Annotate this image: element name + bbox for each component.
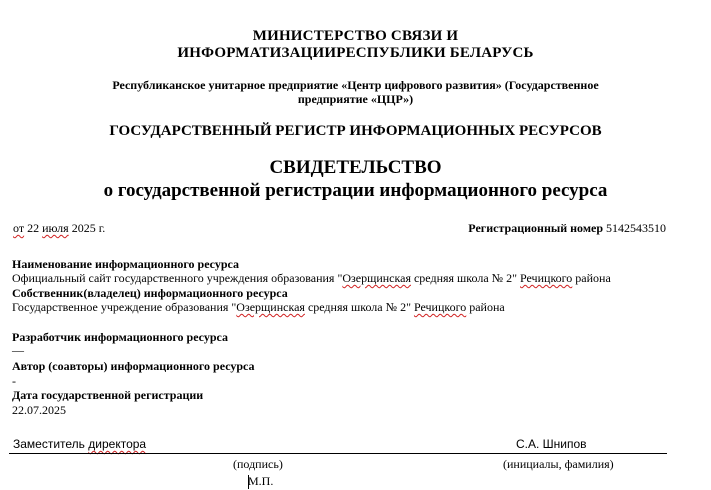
certificate-title: СВИДЕТЕЛЬСТВО [269,157,442,178]
certificate-subtitle: о государственной регистрации информационного ресурса [103,180,608,201]
resource-name-end: района [572,271,611,285]
owner-school: Озерщинская [236,300,305,314]
ministry-title-line2: ИНФОРМАТИЗАЦИИРЕСПУБЛИКИ БЕЛАРУСЬ [177,45,534,61]
owner-text: Государственное учреждение образования " [12,300,237,314]
registration-number [468,221,666,236]
issue-date-prefix: от [13,221,25,235]
owner-label: Собственник(владелец) информационного ресурса [12,286,288,300]
registration-date-value: 22.07.2025 [12,403,66,417]
owner-district: Речицкого [413,300,467,314]
developer-label: Разработчик информационного ресурса [12,330,228,344]
signer-name: С.А. Шнипов [516,437,587,451]
registration-date-label: Дата государственной регистрации [12,388,204,402]
author-label: Автор (соавторы) информационного ресурса [12,359,255,373]
issue-date-month: июля [42,221,69,235]
signature-caption: (подпись) [233,457,283,471]
signature-line [9,453,667,454]
registration-number-label: Регистрационный номер [468,221,603,235]
enterprise-name-line2: предприятие «ЦЦР») [297,92,414,106]
signer-position-title: Заместитель [13,437,89,451]
resource-name-mid: средняя школа № 2" [410,271,521,285]
signer-position [13,437,146,451]
ministry-title-line1: МИНИСТЕРСТВО СВЯЗИ И [252,28,459,44]
author-value: - [12,374,16,388]
registration-number-value: 5142543510 [606,221,666,235]
signer-position-word: директора [88,437,147,451]
owner-value [12,300,505,315]
issue-date-day: 22 [27,221,40,235]
resource-name-district: Речицкого [520,271,573,285]
issue-date-year: 2025 г. [71,221,106,235]
resource-name-label: Наименование информационного ресурса [12,257,239,271]
initials-caption: (инициалы, фамилия) [503,457,614,471]
resource-name-text: Официальный сайт государственного учреждения образования " [12,271,343,285]
developer-value: — [12,343,24,357]
issue-date [13,221,105,236]
enterprise-name [0,78,711,106]
resource-name-school: Озерщинская [342,271,411,285]
stamp-placeholder: М.П. [248,474,274,488]
resource-name-value [12,271,611,286]
owner-end: района [466,300,505,314]
enterprise-name-line1: Республиканское унитарное предприятие «Центр цифрового развития» (Государственное [112,78,599,92]
registry-title: ГОСУДАРСТВЕННЫЙ РЕГИСТР ИНФОРМАЦИОННЫХ РЕСУРСОВ [109,123,602,139]
owner-mid: средняя школа № 2" [304,300,414,314]
